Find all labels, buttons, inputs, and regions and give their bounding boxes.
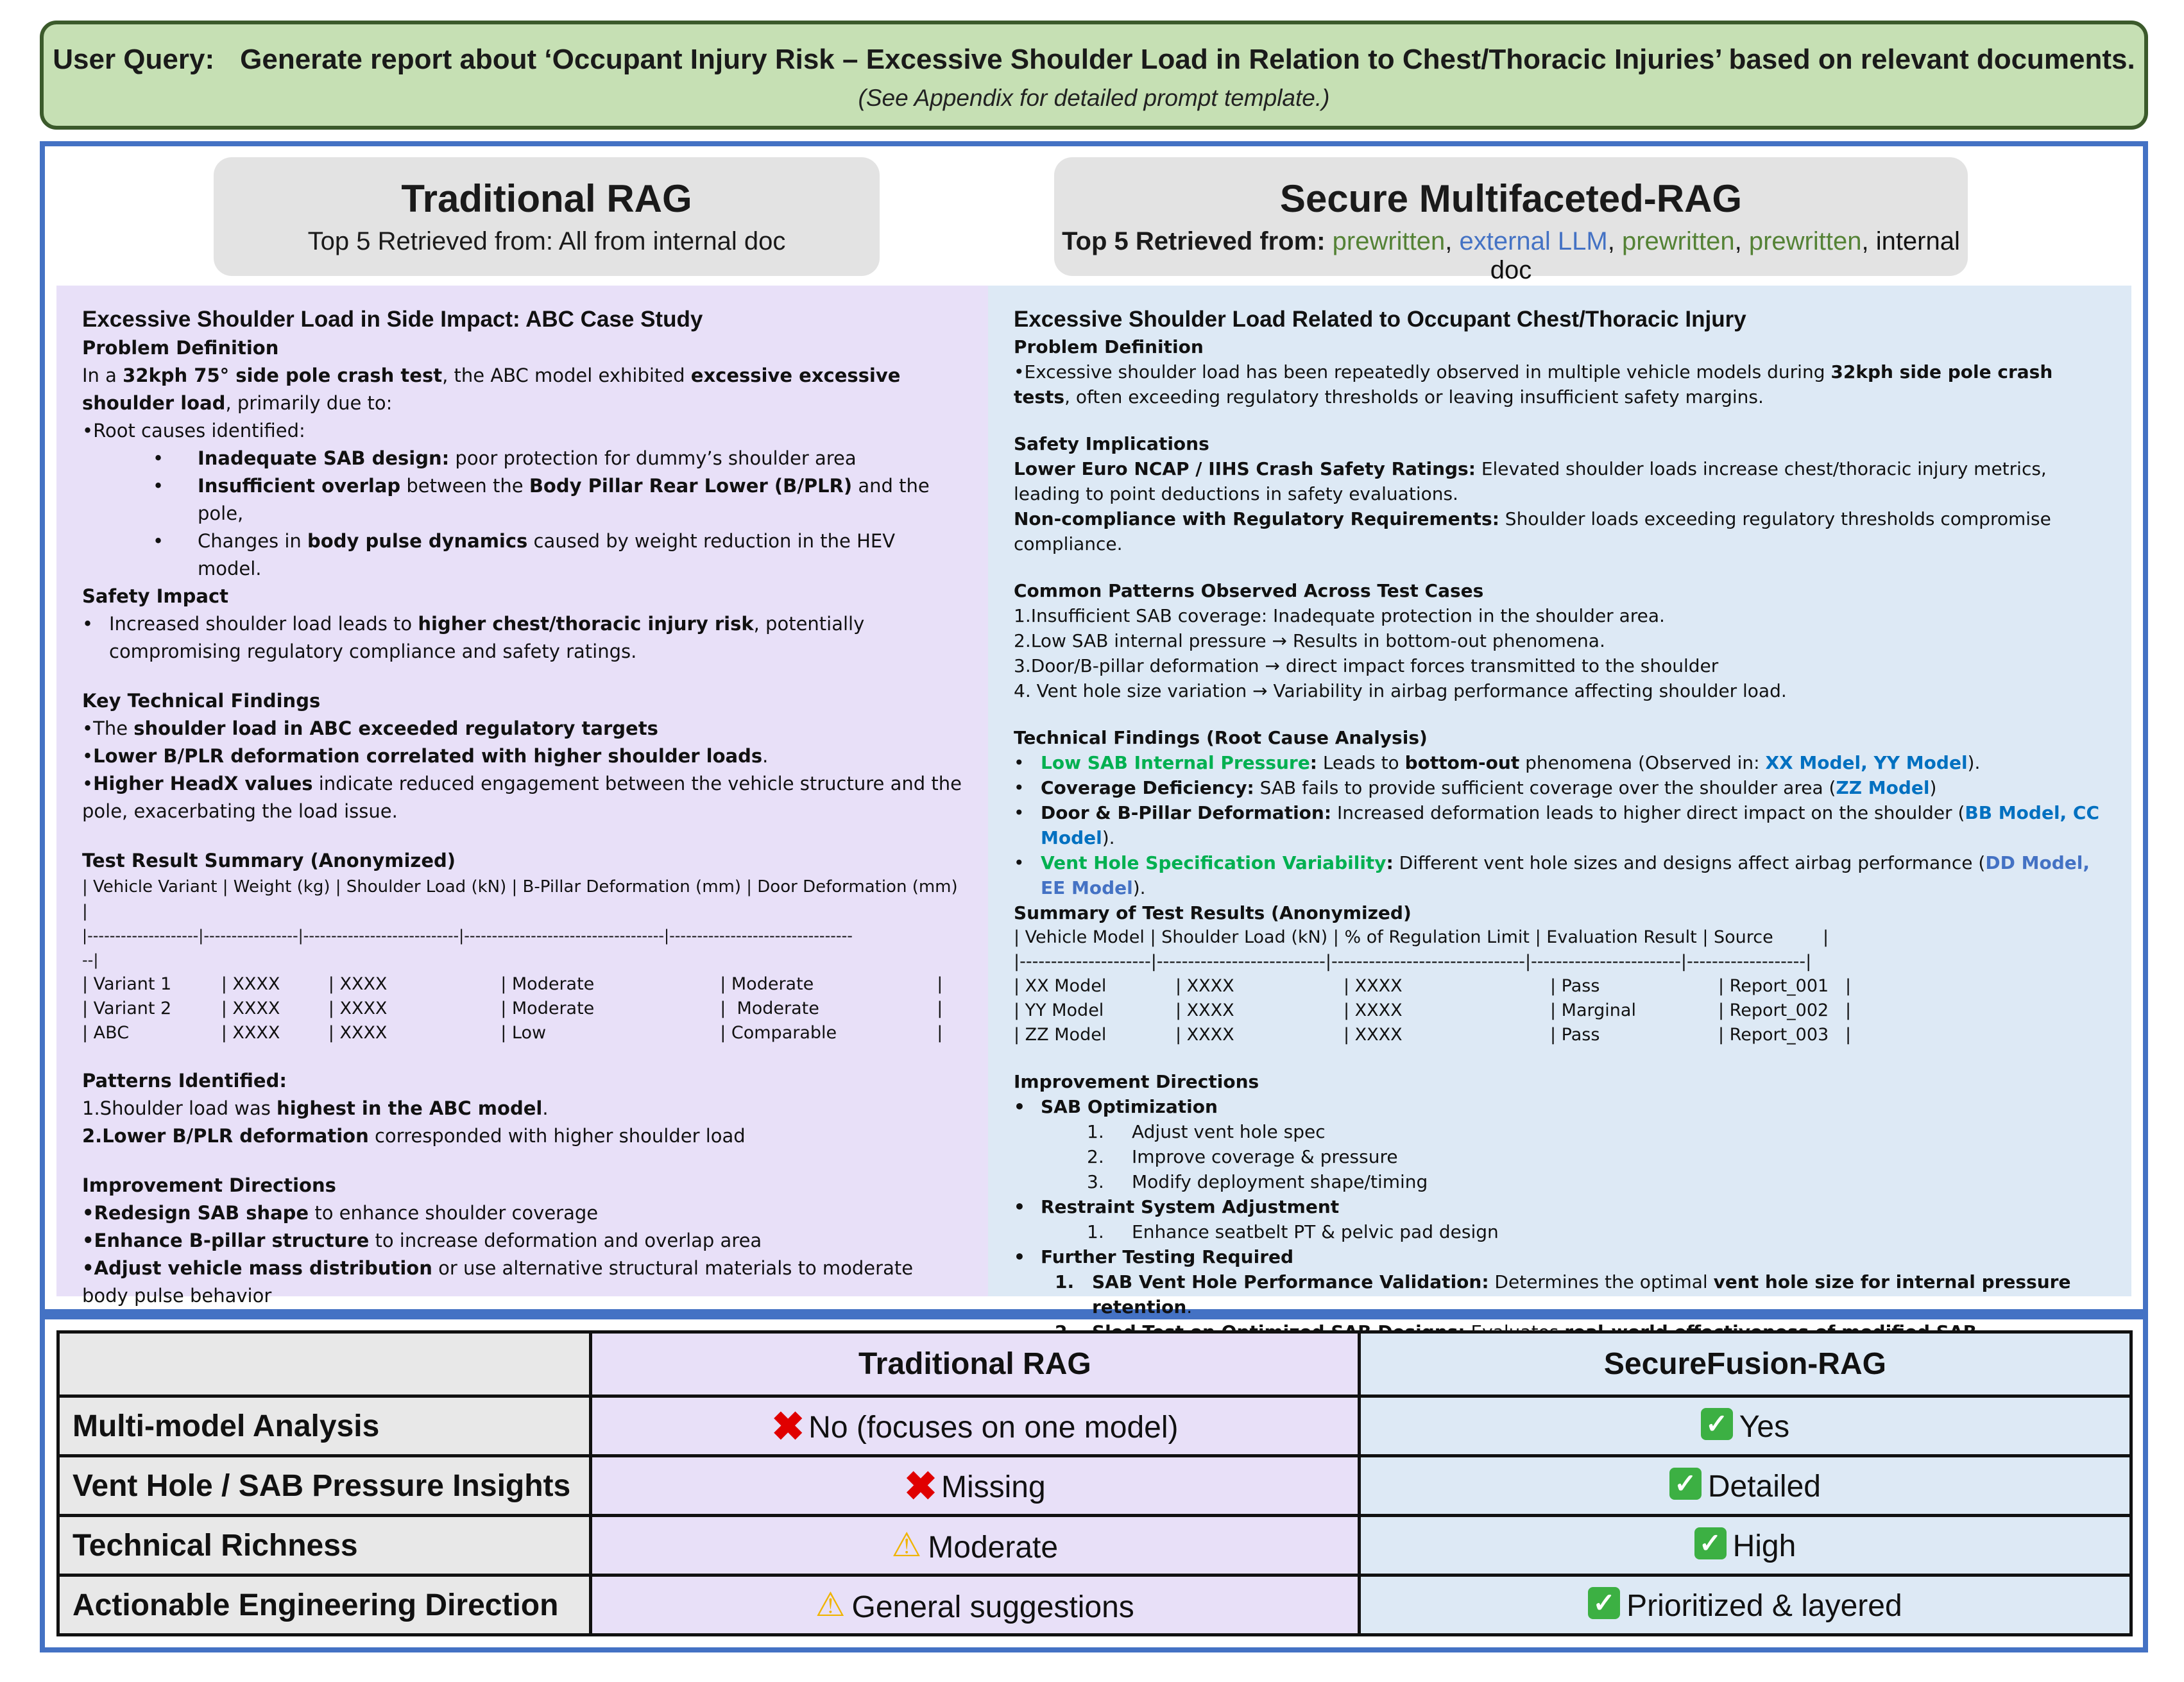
table-cell: | Report_001 |	[1718, 976, 1852, 996]
secure-improvement-list-3	[1014, 1244, 2106, 1269]
securefusion-value: Prioritized & layered	[1626, 1588, 1902, 1623]
sources-label: Top 5 Retrieved from:	[1062, 227, 1333, 255]
table-cell: | Pass	[1550, 1025, 1600, 1045]
table-cell: |	[937, 999, 943, 1018]
source-5: internal doc	[1490, 227, 1960, 284]
table-cell: | Low	[500, 1023, 547, 1043]
trad-table-header: | Vehicle Variant | Weight (kg) | Shoulder Load (kN) | B-Pillar Deformation (mm) | Door Deformation (mm) |	[82, 877, 958, 921]
secure-findings-list	[1014, 750, 2106, 900]
header-blank-cell	[58, 1332, 591, 1396]
securefusion-cell	[1359, 1396, 2131, 1456]
traditional-cell	[590, 1516, 1359, 1575]
secure-rag-title: Secure Multifaceted-RAG	[1279, 177, 1743, 220]
table-row	[82, 997, 962, 1021]
source-sep: ,	[1734, 227, 1749, 255]
query-text: Generate report about ‘Occupant Injury Risk – Excessive Shoulder Load in Relation to Chest/Thoracic Injuries’ based on relevant documents.	[240, 44, 2135, 75]
list-item: • Changes in body pulse dynamics caused by weight reduction in the HEV model.	[198, 528, 962, 583]
table-cell: | Report_003 |	[1718, 1025, 1852, 1045]
secure-panel-title: Excessive Shoulder Load Related to Occupant Chest/Thoracic Injury	[1014, 307, 1746, 332]
query-note: (See Appendix for detailed prompt template.)	[858, 85, 1330, 111]
list-item: 1.Shoulder load was highest in the ABC model.	[82, 1097, 549, 1119]
list-item: •Higher HeadX values indicate reduced engagement between the vehicle structure and the pole, exacerbating the load issue.	[82, 773, 962, 822]
list-item: •Enhance B-pillar structure to increase deformation and overlap area	[82, 1230, 762, 1251]
restraint-list	[1014, 1219, 2106, 1244]
table-cell: | Marginal	[1550, 1000, 1636, 1020]
source-3: prewritten	[1621, 227, 1735, 255]
table-cell: | XXXX	[221, 974, 280, 994]
traditional-cell	[590, 1396, 1359, 1456]
securefusion-cell	[1359, 1575, 2131, 1635]
header-securefusion: SecureFusion-RAG	[1359, 1332, 2131, 1396]
traditional-rag-subtitle: Top 5 Retrieved from: All from internal doc	[307, 227, 786, 255]
table-cell: | Report_002 |	[1718, 1000, 1852, 1020]
cross-icon: ✖	[771, 1404, 805, 1449]
list-item: •Lower B/PLR deformation correlated with higher shoulder loads.	[82, 745, 769, 767]
trad-patterns-head: Patterns Identified:	[82, 1070, 287, 1092]
source-2: external LLM	[1459, 227, 1608, 255]
table-row	[58, 1516, 2131, 1575]
warning-icon: ⚠	[891, 1526, 922, 1564]
table-cell: | Moderate	[720, 974, 814, 994]
table-row	[58, 1396, 2131, 1456]
table-row	[82, 972, 962, 997]
table-header-row	[58, 1332, 2131, 1396]
check-icon: ✓	[1669, 1468, 1702, 1500]
secure-table-header: | Vehicle Model | Shoulder Load (kN) | % of Regulation Limit | Evaluation Result | Source |	[1014, 927, 1829, 947]
table-cell: | Moderate	[500, 999, 595, 1018]
table-row	[1014, 1023, 2106, 1047]
trad-problem-text: In a 32kph 75° side pole crash test, the ABC model exhibited excessive excessive shoulder load, primarily due to:	[82, 365, 901, 414]
traditional-rag-panel	[56, 286, 988, 1307]
table-cell: | ABC	[82, 1023, 130, 1043]
table-row	[1014, 999, 2106, 1023]
table-row	[58, 1575, 2131, 1635]
list-item: 3.Door/B-pillar deformation → direct impact forces transmitted to the shoulder	[1014, 655, 1719, 676]
check-icon: ✓	[1694, 1527, 1727, 1559]
check-icon: ✓	[1701, 1408, 1733, 1440]
table-cell: | XXXX	[1175, 1000, 1234, 1020]
table-cell: | Variant 1	[82, 974, 172, 994]
secure-safety-head: Safety Implications	[1014, 433, 1209, 454]
trad-safety-head: Safety Impact	[82, 585, 228, 607]
trad-table-rows	[82, 972, 962, 1045]
list-item: 4. Vent hole size variation → Variability in airbag performance affecting shoulder load.	[1014, 680, 1787, 701]
secure-improvement-list	[1014, 1094, 2106, 1119]
cross-icon: ✖	[904, 1464, 937, 1509]
table-cell: | Moderate	[720, 999, 819, 1018]
table-cell: | ZZ Model	[1014, 1025, 1107, 1045]
secure-rag-header	[1054, 157, 1968, 284]
list-item: • Door & B-Pillar Deformation: Increased deformation leads to higher direct impact on the shoulder (BB Model, CC Model).	[1041, 800, 2106, 850]
secure-rag-subtitle	[1054, 227, 1968, 285]
query-box	[40, 21, 2148, 130]
traditional-rag-title: Traditional RAG	[401, 177, 692, 220]
list-item: • Further Testing Required	[1041, 1244, 2106, 1269]
list-item: • Vent Hole Specification Variability: Different vent hole sizes and designs affect airbag performance (DD Model, EE Model).	[1041, 850, 2106, 900]
secure-rag-panel	[988, 286, 2131, 1317]
table-cell: | XXXX	[221, 1023, 280, 1043]
list-item: Non-compliance with Regulatory Requirements: Shoulder loads exceeding regulatory thresholds compromise compliance.	[1014, 508, 2051, 554]
secure-table-separator: |---------------------|---------------------------|-------------------------------|------------------------|-------------------|	[1014, 952, 1812, 972]
table-cell: | XXXX	[328, 999, 388, 1018]
table-row	[1014, 974, 2106, 999]
comparison-table	[56, 1330, 2133, 1636]
trad-root-cause-list	[82, 445, 962, 583]
securefusion-cell	[1359, 1456, 2131, 1516]
warning-icon: ⚠	[815, 1586, 846, 1624]
secure-summary-head: Summary of Test Results (Anonymized)	[1014, 902, 1412, 923]
table-cell: | Moderate	[500, 974, 595, 994]
header-traditional: Traditional RAG	[590, 1332, 1359, 1396]
table-cell: | XX Model	[1014, 976, 1107, 996]
secure-problem-head: Problem Definition	[1014, 336, 1204, 357]
list-item: 2.Lower B/PLR deformation corresponded with higher shoulder load	[82, 1125, 746, 1147]
trad-findings-head: Key Technical Findings	[82, 690, 321, 712]
secure-table-rows	[1014, 974, 2106, 1047]
securefusion-value: Yes	[1739, 1409, 1790, 1444]
list-item: • Coverage Deficiency: SAB fails to provide sufficient coverage over the shoulder area (ZZ Model)	[1041, 775, 2106, 800]
list-item: 1. Enhance seatbelt PT & pelvic pad design	[1087, 1221, 1499, 1242]
traditional-rag-header	[214, 157, 880, 276]
list-item: • Inadequate SAB design: poor protection for dummy’s shoulder area	[198, 445, 962, 472]
list-item: • Insufficient overlap between the Body Pillar Rear Lower (B/PLR) and the pole,	[198, 472, 962, 528]
traditional-value: Missing	[941, 1470, 1046, 1504]
table-cell: |	[937, 974, 943, 994]
trad-safety-list	[82, 610, 962, 665]
row-label: Actionable Engineering Direction	[58, 1575, 591, 1635]
trad-table-separator: |--------------------|-----------------|----------------------------|------------------------------------|--------------------------------- --|	[82, 927, 853, 969]
list-item: 1. SAB Vent Hole Performance Validation: Determines the optimal vent hole size for internal pressure retention.	[1055, 1271, 2071, 1317]
table-cell: | XXXX	[221, 999, 280, 1018]
list-item: • Restraint System Adjustment	[1041, 1194, 2106, 1219]
secure-improvement-list-2	[1014, 1194, 2106, 1219]
source-sep: ,	[1445, 227, 1460, 255]
source-sep: ,	[1607, 227, 1622, 255]
source-1: prewritten	[1332, 227, 1446, 255]
traditional-cell	[590, 1575, 1359, 1635]
list-item: 1. Adjust vent hole spec	[1087, 1121, 1326, 1142]
table-cell: | XXXX	[1175, 976, 1234, 996]
list-item: 2. Improve coverage & pressure	[1087, 1146, 1398, 1167]
secure-patterns-head: Common Patterns Observed Across Test Cases	[1014, 580, 1484, 601]
traditional-cell	[590, 1456, 1359, 1516]
row-label: Multi-model Analysis	[58, 1396, 591, 1456]
row-label: Technical Richness	[58, 1516, 591, 1575]
trad-test-summary-head: Test Result Summary (Anonymized)	[82, 850, 456, 871]
list-item: • Increased shoulder load leads to higher chest/thoracic injury risk, potentially compromising regulatory compliance and safety ratings.	[109, 610, 962, 665]
table-row	[58, 1456, 2131, 1516]
check-icon: ✓	[1588, 1587, 1620, 1619]
list-item: 3. Modify deployment shape/timing	[1087, 1171, 1428, 1192]
table-row	[82, 1021, 962, 1045]
table-cell: | XXXX	[1344, 1025, 1403, 1045]
list-item: 2.Low SAB internal pressure → Results in bottom-out phenomena.	[1014, 630, 1605, 651]
row-label: Vent Hole / SAB Pressure Insights	[58, 1456, 591, 1516]
list-item: • SAB Optimization	[1041, 1094, 2106, 1119]
securefusion-value: Detailed	[1707, 1469, 1821, 1504]
traditional-value: No (focuses on one model)	[808, 1410, 1179, 1445]
trad-improvement-head: Improvement Directions	[82, 1174, 336, 1196]
trad-panel-title: Excessive Shoulder Load in Side Impact: ABC Case Study	[82, 307, 703, 332]
table-cell: | Comparable	[720, 1023, 837, 1043]
list-item: •Adjust vehicle mass distribution or use alternative structural materials to moderate body pulse behavior	[82, 1257, 914, 1307]
table-cell: | XXXX	[1175, 1025, 1234, 1045]
table-cell: | Pass	[1550, 976, 1600, 996]
sab-optimization-list	[1014, 1119, 2106, 1194]
trad-problem-head: Problem Definition	[82, 337, 279, 359]
list-item: Lower Euro NCAP / IIHS Crash Safety Ratings: Elevated shoulder loads increase chest/thoracic injury metrics, leading to point deductions in safety evaluations.	[1014, 458, 2047, 504]
source-sep: ,	[1861, 227, 1876, 255]
query-line	[44, 44, 2144, 76]
list-item: • Low SAB Internal Pressure: Leads to bottom-out phenomena (Observed in: XX Model, YY Model).	[1041, 750, 2106, 775]
securefusion-cell	[1359, 1516, 2131, 1575]
trad-root-causes: •Root causes identified:	[82, 420, 305, 442]
secure-problem-text: •Excessive shoulder load has been repeatedly observed in multiple vehicle models during 32kph side pole crash tests, often exceeding regulatory thresholds or leaving insufficient safety margins.	[1014, 361, 2053, 408]
table-cell: | YY Model	[1014, 1000, 1104, 1020]
table-cell: | Variant 2	[82, 999, 172, 1018]
table-cell: |	[937, 1023, 943, 1043]
list-item: •The shoulder load in ABC exceeded regulatory targets	[82, 717, 658, 739]
table-cell: | XXXX	[328, 1023, 388, 1043]
table-cell: | XXXX	[1344, 1000, 1403, 1020]
list-item: •Redesign SAB shape to enhance shoulder coverage	[82, 1202, 599, 1224]
secure-findings-head: Technical Findings (Root Cause Analysis)	[1014, 727, 1428, 748]
query-label: User Query:	[53, 44, 215, 75]
traditional-value: General suggestions	[851, 1590, 1134, 1624]
source-4: prewritten	[1748, 227, 1862, 255]
securefusion-value: High	[1732, 1529, 1796, 1563]
list-item: 1.Insufficient SAB coverage: Inadequate protection in the shoulder area.	[1014, 605, 1665, 626]
table-cell: | XXXX	[1344, 976, 1403, 996]
traditional-value: Moderate	[928, 1530, 1059, 1565]
secure-improvement-head: Improvement Directions	[1014, 1071, 1259, 1092]
table-cell: | XXXX	[328, 974, 388, 994]
